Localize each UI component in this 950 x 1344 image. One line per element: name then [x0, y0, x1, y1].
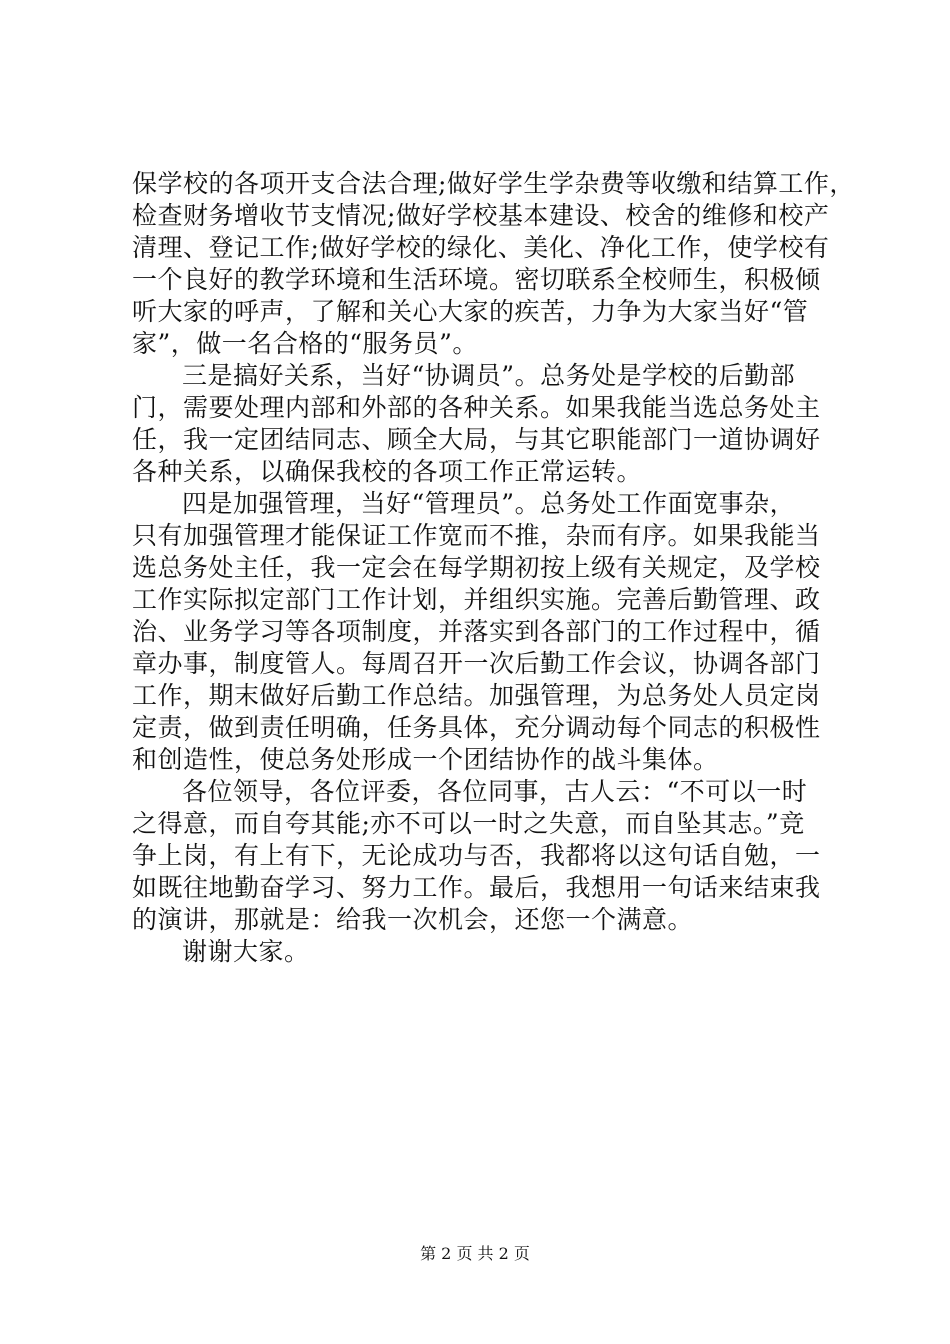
text-line: 各种关系，以确保我校的各项工作正常运转。: [132, 457, 643, 486]
text-line: 的演讲，那就是：给我一次机会，还您一个满意。: [132, 905, 694, 934]
text-line: 和创造性，使总务处形成一个团结协作的战斗集体。: [132, 745, 719, 774]
text-line-paragraph-start: 三是搞好关系，当好“协调员”。总务处是学校的后勤部: [182, 361, 796, 390]
text-line-paragraph-start: 四是加强管理，当好“管理员”。总务处工作面宽事杂，: [182, 489, 796, 518]
text-line: 清理、登记工作;做好学校的绿化、美化、净化工作，使学校有: [132, 233, 830, 262]
text-line-paragraph-start: 各位领导，各位评委，各位同事，古人云：“不可以一时: [182, 777, 808, 806]
text-line-paragraph-start: 谢谢大家。: [182, 937, 310, 966]
text-line: 任，我一定团结同志、顾全大局，与其它职能部门一道协调好: [132, 425, 821, 454]
text-line: 争上岗，有上有下，无论成功与否，我都将以这句话自勉，一: [132, 841, 821, 870]
text-line: 保学校的各项开支合法合理;做好学生学杂费等收缴和结算工作，: [132, 169, 855, 198]
text-line: 家”，做一名合格的“服务员”。: [132, 329, 478, 358]
text-line: 章办事，制度管人。每周召开一次后勤工作会议，协调各部门: [132, 649, 821, 678]
text-line: 听大家的呼声，了解和关心大家的疾苦，力争为大家当好“管: [132, 297, 809, 326]
text-line: 选总务处主任，我一定会在每学期初按上级有关规定，及学校: [132, 553, 821, 582]
text-line: 之得意，而自夸其能;亦不可以一时之失意，而自坠其志。”竞: [132, 809, 805, 838]
text-line: 只有加强管理才能保证工作宽而不推，杂而有序。如果我能当: [132, 521, 821, 550]
text-line: 如既往地勤奋学习、努力工作。最后，我想用一句话来结束我: [132, 873, 821, 902]
text-line: 工作实际拟定部门工作计划，并组织实施。完善后勤管理、政: [132, 585, 821, 614]
text-line: 工作，期末做好后勤工作总结。加强管理，为总务处人员定岗: [132, 681, 821, 710]
document-body: [132, 168, 855, 968]
text-line: 一个良好的教学环境和生活环境。密切联系全校师生，积极倾: [132, 265, 821, 294]
text-line: 定责，做到责任明确，任务具体，充分调动每个同志的积极性: [132, 713, 821, 742]
text-line: 检查财务增收节支情况;做好学校基本建设、校舍的维修和校产: [132, 201, 830, 230]
page-number-footer: 第 2 页 共 2 页: [420, 1244, 530, 1263]
text-line: 治、业务学习等各项制度，并落实到各部门的工作过程中，循: [132, 617, 821, 646]
text-line: 门，需要处理内部和外部的各种关系。如果我能当选总务处主: [132, 393, 821, 422]
